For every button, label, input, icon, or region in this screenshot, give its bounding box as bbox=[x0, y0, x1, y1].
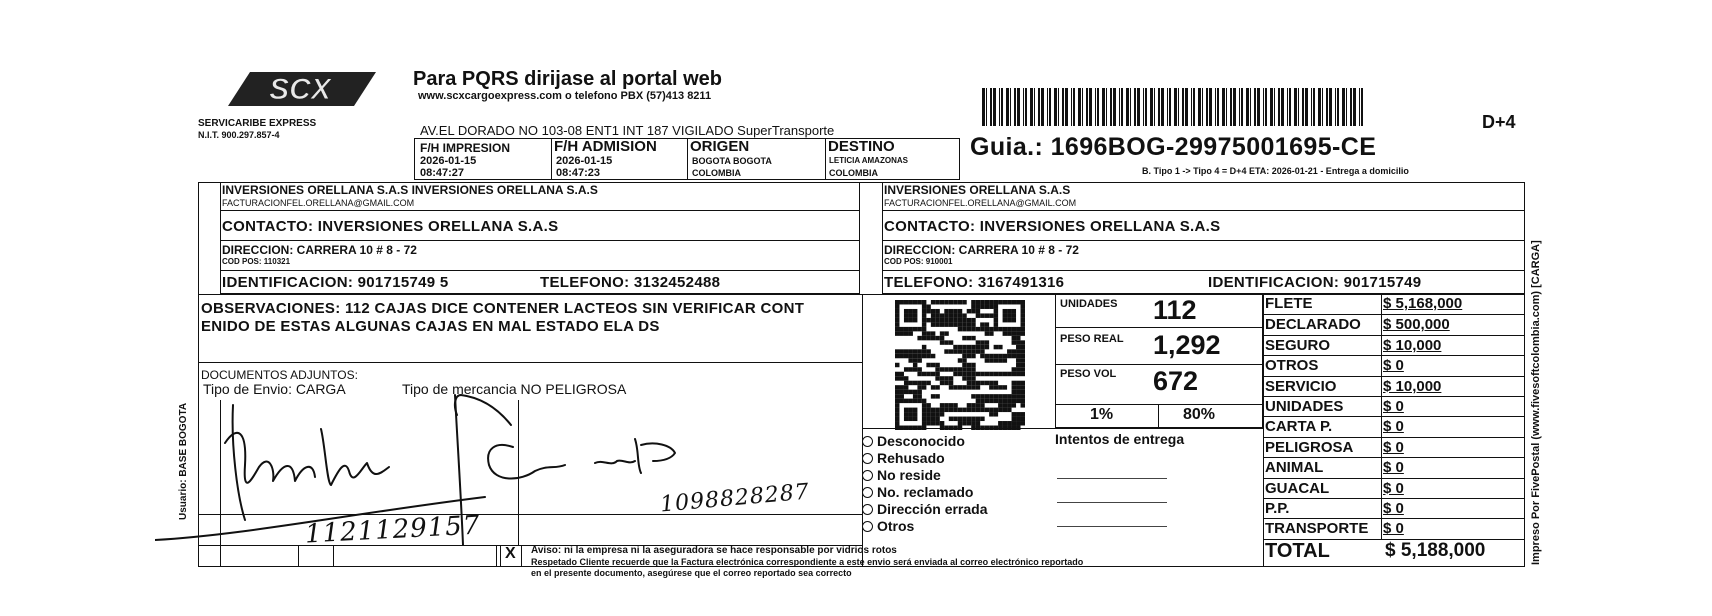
recipient-name: INVERSIONES ORELLANA S.A.S bbox=[884, 183, 1071, 197]
fee-row bbox=[1263, 335, 1525, 356]
fee-label: OTROS bbox=[1265, 357, 1319, 375]
intento-line-1[interactable] bbox=[1057, 478, 1167, 479]
fee-row bbox=[1263, 314, 1525, 335]
fee-value: $ 500,000 bbox=[1383, 316, 1450, 334]
option-no-reside[interactable]: No reside bbox=[862, 468, 941, 483]
admision-label: F/H ADMISION bbox=[554, 138, 657, 155]
sender-address: DIRECCION: CARRERA 10 # 8 - 72 bbox=[222, 243, 417, 257]
intento-line-3[interactable] bbox=[1057, 526, 1167, 527]
fee-label: SEGURO bbox=[1265, 336, 1331, 354]
side-user-label: Usuario: BASE BOGOTA bbox=[178, 402, 189, 520]
fee-row bbox=[1263, 437, 1525, 458]
intento-line-2[interactable] bbox=[1057, 502, 1167, 503]
side-print-label: Impreso Por FivePostal (www.fivesoftcolombia.com) [CARGA] bbox=[1530, 240, 1542, 565]
fee-label: ANIMAL bbox=[1265, 459, 1324, 477]
unidades-value: 112 bbox=[1153, 295, 1197, 325]
admision-date: 2026-01-15 bbox=[556, 155, 613, 167]
fee-value: $ 0 bbox=[1383, 479, 1404, 497]
recipient-address: DIRECCION: CARRERA 10 # 8 - 72 bbox=[884, 243, 1079, 257]
fee-value: $ 0 bbox=[1383, 438, 1404, 456]
check-mark: X bbox=[505, 545, 516, 562]
radio-icon bbox=[862, 436, 873, 447]
fee-label: CARTA P. bbox=[1265, 418, 1333, 436]
sender-phone: TELEFONO: 3132452488 bbox=[540, 274, 721, 291]
option-direccion-errada[interactable]: Dirección errada bbox=[862, 502, 988, 517]
radio-icon bbox=[862, 453, 873, 464]
option-otros[interactable]: Otros bbox=[862, 519, 914, 534]
observations-line1: OBSERVACIONES: 112 CAJAS DICE CONTENER LACTEOS SIN VERIFICAR CONT bbox=[201, 300, 805, 317]
impresion-label: F/H IMPRESION bbox=[420, 141, 511, 155]
peso-vol-value: 672 bbox=[1153, 366, 1199, 396]
origen-label: ORIGEN bbox=[690, 138, 750, 155]
recipient-id: IDENTIFICACION: 901715749 bbox=[1208, 274, 1422, 291]
fee-value: $ 10,000 bbox=[1383, 377, 1442, 395]
fee-label: P.P. bbox=[1265, 500, 1290, 517]
radio-icon bbox=[862, 504, 873, 515]
fee-value: $ 0 bbox=[1383, 520, 1404, 538]
respetado-line1: Respetado Cliente recuerde que la Factura electrónica correspondiente a este envio será enviada al correo electrónico reportado bbox=[531, 557, 1084, 567]
service-code: D+4 bbox=[1482, 112, 1516, 132]
fee-row bbox=[1263, 457, 1525, 478]
admision-time: 08:47:23 bbox=[556, 167, 601, 179]
fee-label: DECLARADO bbox=[1265, 316, 1361, 334]
recipient-phone: TELEFONO: 3167491316 bbox=[884, 274, 1065, 291]
fee-label: GUACAL bbox=[1265, 479, 1330, 497]
pct-2: 80% bbox=[1183, 406, 1216, 423]
radio-icon bbox=[862, 521, 873, 532]
recipient-contact: CONTACTO: INVERSIONES ORELLANA S.A.S bbox=[884, 218, 1221, 235]
fee-label: PELIGROSA bbox=[1265, 438, 1354, 456]
fee-value: $ 5,168,000 bbox=[1383, 295, 1463, 312]
fee-row bbox=[1263, 478, 1525, 499]
fee-row bbox=[1263, 376, 1525, 397]
guia-number: Guia.: 1696BOG-29975001695-CE bbox=[970, 133, 1377, 161]
pqrs-contact: www.scxcargoexpress.com o telefono PBX (57)413 8211 bbox=[418, 90, 712, 102]
origen-country: COLOMBIA bbox=[692, 168, 741, 178]
company-nit: N.I.T. 900.297.857-4 bbox=[198, 130, 280, 140]
fee-label: SERVICIO bbox=[1265, 377, 1337, 395]
fee-row bbox=[1263, 518, 1525, 539]
handwritten-signature bbox=[155, 385, 875, 555]
eta-note: B. Tipo 1 -> Tipo 4 = D+4 ETA: 2026-01-21 - Entrega a domicilio bbox=[1142, 166, 1409, 176]
destino-label: DESTINO bbox=[828, 138, 895, 155]
intentos-label: Intentos de entrega bbox=[1055, 431, 1185, 447]
fee-value: $ 10,000 bbox=[1383, 336, 1442, 354]
peso-real-value: 1,292 bbox=[1153, 330, 1221, 360]
respetado-line2: en el presente documento, asegúrese que el correo reportado sea correcto bbox=[531, 568, 852, 578]
option-desconocido[interactable]: Desconocido bbox=[862, 434, 965, 449]
pqrs-title: Para PQRS dirijase al portal web bbox=[413, 68, 723, 90]
fee-row bbox=[1263, 355, 1525, 376]
sender-contact: CONTACTO: INVERSIONES ORELLANA S.A.S bbox=[222, 218, 559, 235]
sender-email: FACTURACIONFEL.ORELLANA@GMAIL.COM bbox=[222, 198, 415, 208]
fee-value: $ 0 bbox=[1383, 418, 1404, 436]
sender-name: INVERSIONES ORELLANA S.A.S INVERSIONES ORELLANA S.A.S bbox=[222, 183, 598, 197]
svg-text:SCX: SCX bbox=[269, 73, 331, 106]
handwritten-number-right: 1098828287 bbox=[659, 479, 811, 518]
qr-code bbox=[895, 300, 1025, 430]
fee-row bbox=[1263, 416, 1525, 437]
unidades-label: UNIDADES bbox=[1060, 298, 1118, 310]
recipient-email: FACTURACIONFEL.ORELLANA@GMAIL.COM bbox=[884, 198, 1077, 208]
pct-1: 1% bbox=[1090, 406, 1114, 423]
envio-type: Tipo de Envio: CARGA bbox=[203, 381, 346, 397]
destino-country: COLOMBIA bbox=[829, 168, 878, 178]
fee-row bbox=[1263, 396, 1525, 417]
radio-icon bbox=[862, 487, 873, 498]
total-label: TOTAL bbox=[1265, 540, 1330, 562]
sender-postal: COD POS: 110321 bbox=[222, 257, 291, 266]
origen-city: BOGOTA BOGOTA bbox=[692, 156, 772, 166]
fee-label: UNIDADES bbox=[1265, 398, 1344, 415]
peso-real-label: PESO REAL bbox=[1060, 333, 1124, 345]
fee-value: $ 0 bbox=[1383, 398, 1404, 415]
fee-value: $ 0 bbox=[1383, 459, 1404, 477]
fee-label: FLETE bbox=[1265, 295, 1313, 312]
option-rehusado[interactable]: Rehusado bbox=[862, 451, 945, 466]
peso-vol-label: PESO VOL bbox=[1060, 368, 1117, 380]
option-no-reclamado[interactable]: No. reclamado bbox=[862, 485, 973, 500]
barcode bbox=[982, 88, 1364, 126]
handwritten-number-left: 1121129157 bbox=[304, 510, 482, 550]
total-value: $ 5,188,000 bbox=[1385, 540, 1486, 561]
fee-row bbox=[1263, 498, 1525, 519]
fee-value: $ 0 bbox=[1383, 500, 1404, 517]
company-logo bbox=[228, 70, 376, 108]
fee-row bbox=[1263, 294, 1525, 314]
mercancia-type: Tipo de mercancia NO PELIGROSA bbox=[402, 381, 627, 397]
observations-line2: ENIDO DE ESTAS ALGUNAS CAJAS EN MAL ESTADO ELA DS bbox=[201, 318, 660, 335]
impresion-date: 2026-01-15 bbox=[420, 155, 477, 167]
radio-icon bbox=[862, 470, 873, 481]
fee-value: $ 0 bbox=[1383, 357, 1404, 375]
destino-city: LETICIA AMAZONAS bbox=[829, 156, 908, 165]
documents-label: DOCUMENTOS ADJUNTOS: bbox=[201, 368, 358, 382]
impresion-time: 08:47:27 bbox=[420, 167, 465, 179]
sender-id: IDENTIFICACION: 901715749 5 bbox=[222, 274, 449, 291]
company-address: AV.EL DORADO NO 103-08 ENT1 INT 187 VIGILADO SuperTransporte bbox=[420, 123, 835, 138]
recipient-postal: COD POS: 910001 bbox=[884, 257, 953, 266]
aviso-note: Aviso: ni la empresa ni la aseguradora se hace responsable por vidrios rotos bbox=[531, 545, 897, 556]
company-name: SERVICARIBE EXPRESS bbox=[198, 118, 317, 129]
fee-label: TRANSPORTE bbox=[1265, 520, 1369, 538]
